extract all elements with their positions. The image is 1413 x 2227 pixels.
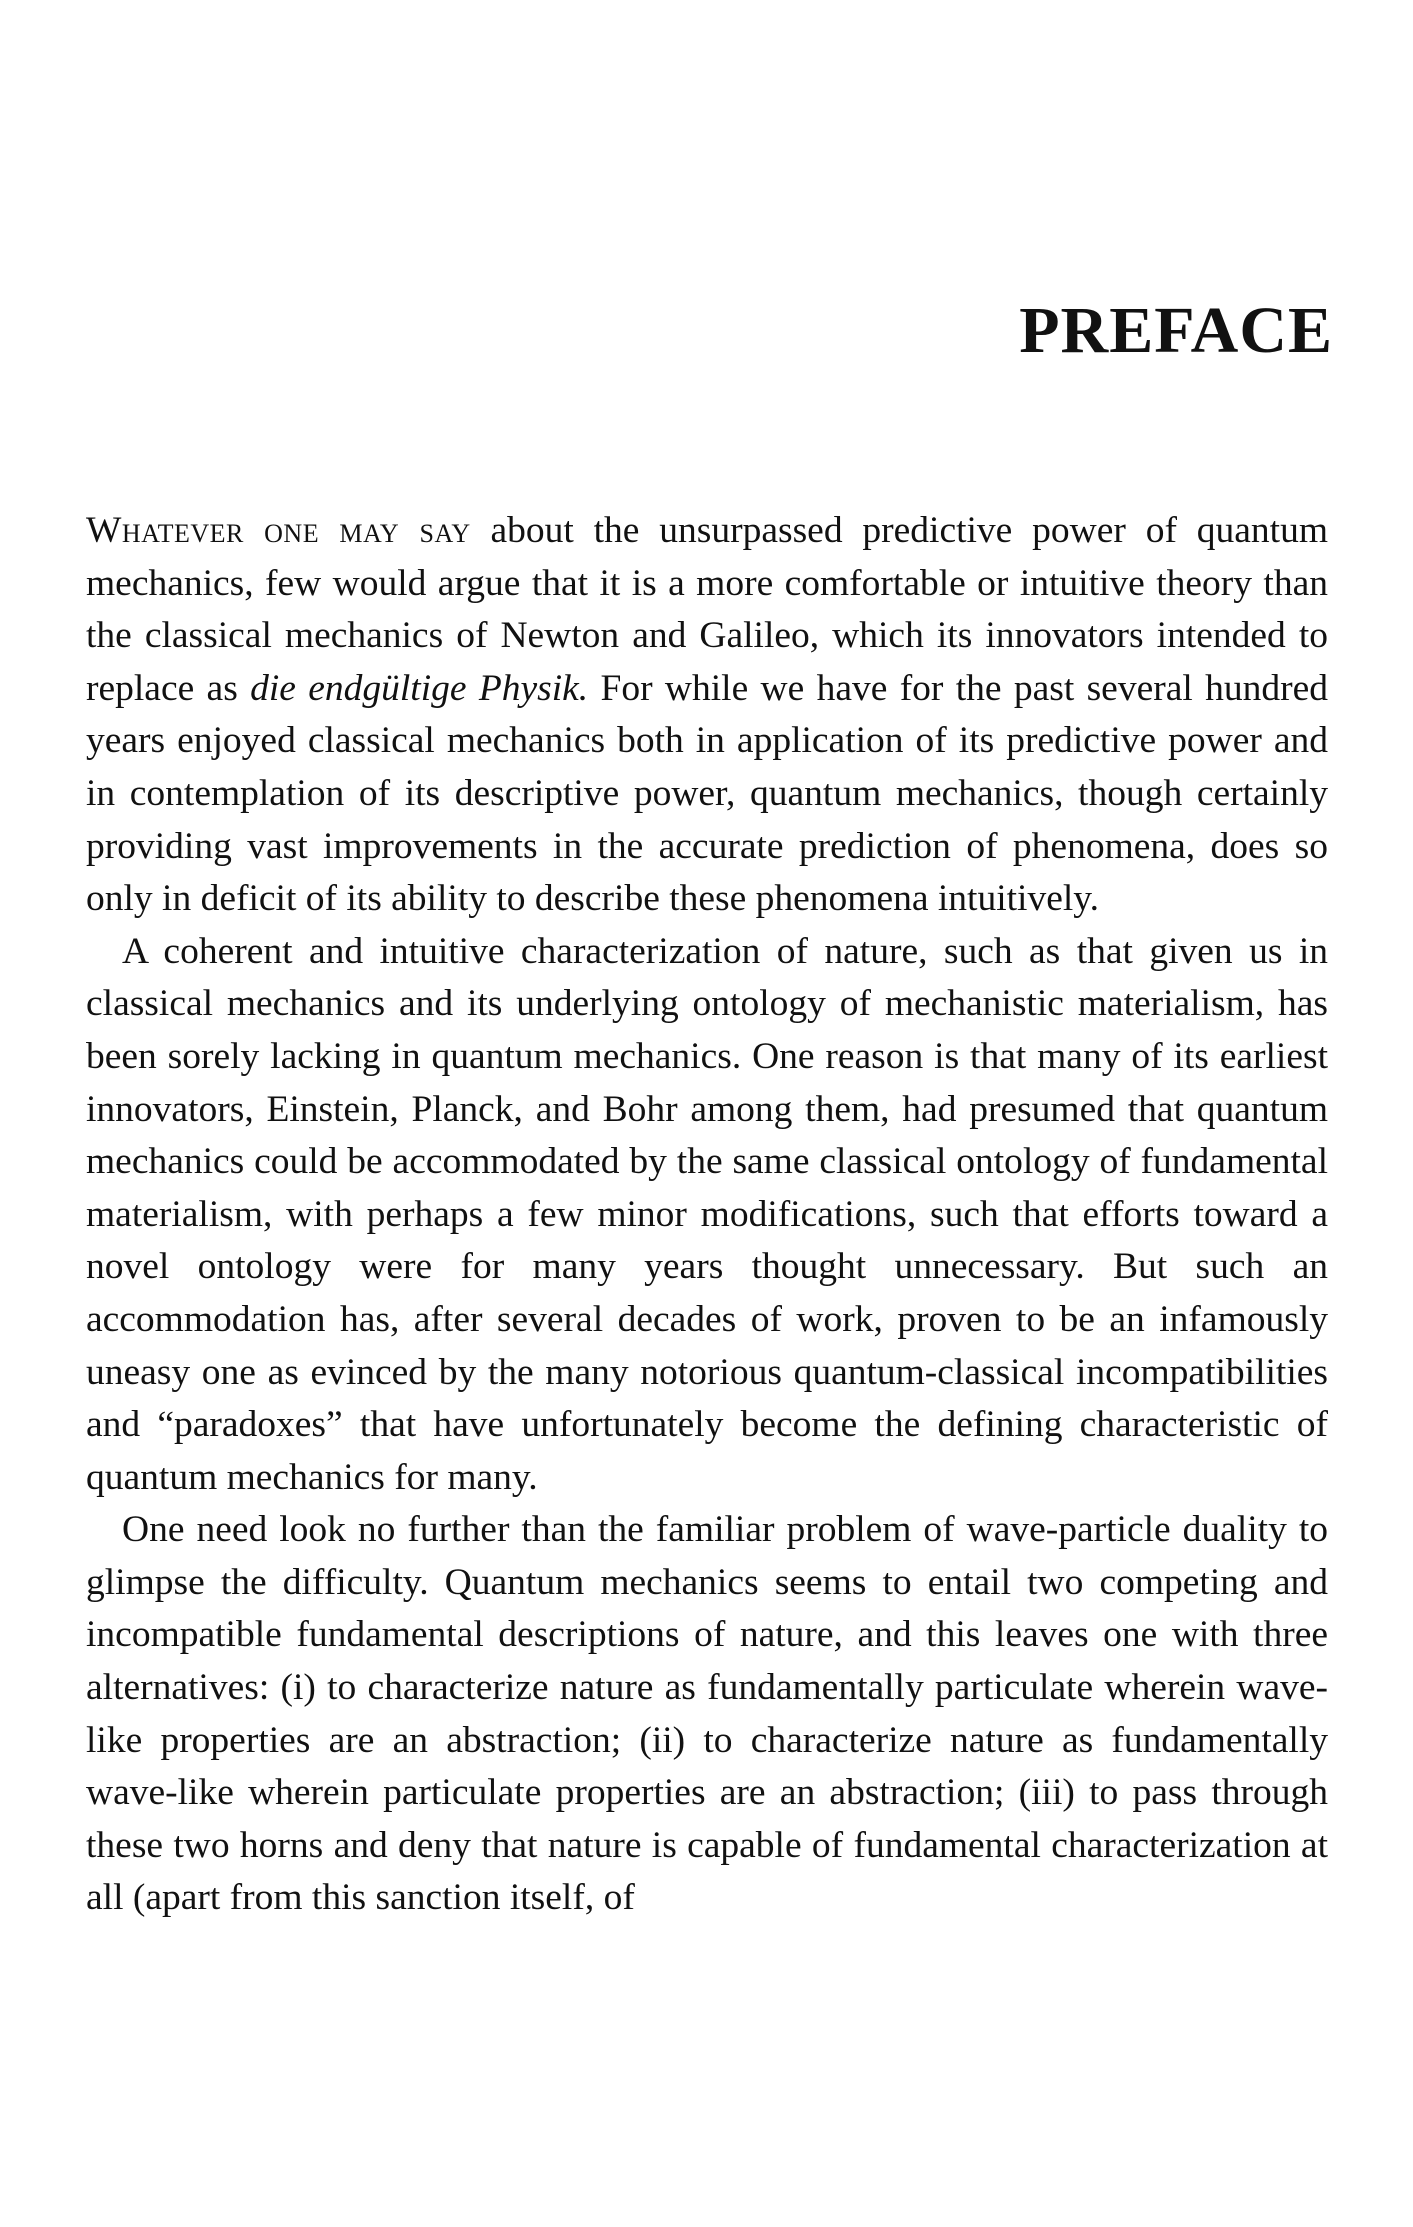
paragraph-1-text-a: about the unsurpassed predictive power of quantum mechanics, few would argue that it is a more comfortable or intuitive theory than the classical mechanics of Newton and Galileo, which its innovators intended to replace as [86,510,1328,709]
chapter-title: PREFACE [1019,294,1333,367]
lead-in-small-caps: Whatever one may say [86,510,471,551]
paragraph-3: One need look no further than the familiar problem of wave-particle duality to glimpse the difficulty. Quantum mechanics seems to entail two competing and incompatible fundamental descriptions of nature, and this leaves one with three alternatives: (i) to characterize nature as fundamentally particulate wherein wave-like properties are an abstraction; (ii) to characterize nature as fundamentally wave-like wherein particulate properties are an abstraction; (iii) to pass through these two horns and deny that nature is capable of fundamental characterization at all (apart from this sanction itself, of [86,1509,1328,1919]
paragraph-2: A coherent and intuitive characterization of nature, such as that given us in classical mechanics and its underlying ontology of mechanistic materialism, has been sorely lacking in quantum mechanics. One reason is that many of its earliest innovators, Einstein, Planck, and Bohr among them, had presumed that quantum mechanics could be accommodated by the same classical ontology of fundamental materialism, with perhaps a few minor modifications, such that efforts toward a novel ontology were for many years thought unnecessary. But such an accommodation has, after several decades of work, proven to be an infamously uneasy one as evinced by the many notorious quantum-classical incompatibilities and “paradoxes” that have unfortunately become the defining characteristic of quantum mechanics for many. [86,930,1328,1498]
paragraph-1 [86,505,1328,926]
body-text [86,505,1328,1925]
italic-phrase: die endgültige Physik. [250,667,589,709]
paragraph-1-text-b: For while we have for the past several hundred years enjoyed classical mechanics both in application of its predictive power and in contemplation of its descriptive power, quantum mechanics, though certainly providing vast improvements in the accurate prediction of phenomena, does so only in deficit of its ability to describe these phenomena intuitively. [86,667,1328,920]
